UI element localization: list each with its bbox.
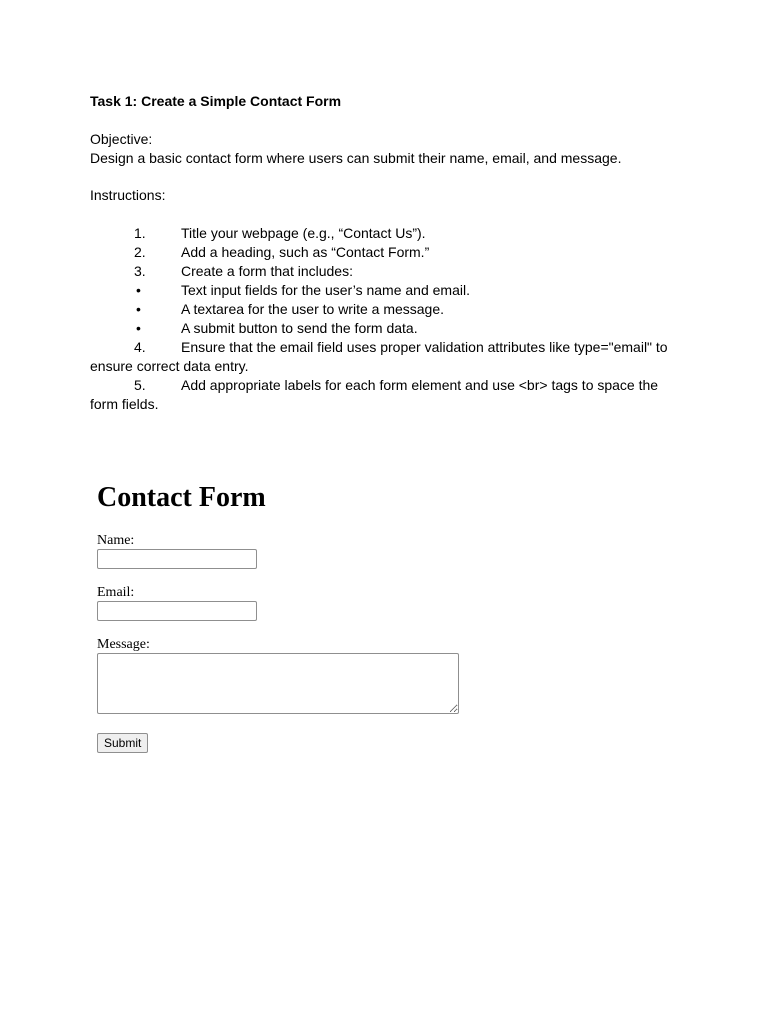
bullet-marker: • [136, 301, 141, 317]
list-item-text: Title your webpage (e.g., “Contact Us”). [181, 225, 426, 241]
bullet-marker: • [136, 320, 141, 336]
objective-text: Design a basic contact form where users can submit their name, email, and message. [90, 150, 622, 166]
list-marker: 1. [134, 225, 146, 241]
message-textarea[interactable] [97, 653, 459, 714]
list-item [90, 243, 670, 262]
objective-label: Objective: [90, 131, 153, 147]
instructions-label: Instructions: [90, 187, 166, 203]
email-input[interactable] [97, 601, 257, 621]
task-title: Task 1: Create a Simple Contact Form [90, 93, 342, 109]
email-label: Email: [97, 585, 135, 600]
list-marker: 3. [134, 263, 146, 279]
list-item [90, 338, 670, 376]
list-item-text: Ensure that the email field uses proper validation attributes like type="email" to ensure correct data entry. [90, 339, 668, 374]
list-item [90, 300, 670, 319]
list-marker: 5. [134, 377, 146, 393]
instructions-list [90, 224, 670, 414]
list-item-text: Text input fields for the user’s name and email. [181, 282, 470, 298]
list-item-text: A submit button to send the form data. [181, 320, 418, 336]
list-item-text: A textarea for the user to write a message. [181, 301, 445, 317]
list-item [90, 376, 670, 414]
list-item [90, 262, 670, 281]
list-item [90, 224, 670, 243]
form-title: Contact Form [97, 482, 266, 513]
name-input[interactable] [97, 549, 257, 569]
submit-button[interactable]: Submit [97, 733, 148, 753]
list-item-text: Create a form that includes: [181, 263, 353, 279]
contact-form [97, 478, 459, 753]
list-item [90, 281, 670, 300]
bullet-marker: • [136, 282, 141, 298]
list-item-text: Add appropriate labels for each form element and use <br> tags to space the form fields. [90, 377, 659, 412]
list-marker: 2. [134, 244, 146, 260]
message-label: Message: [97, 637, 150, 652]
list-item-text: Add a heading, such as “Contact Form.” [181, 244, 430, 260]
list-marker: 4. [134, 339, 146, 355]
list-item [90, 319, 670, 338]
name-label: Name: [97, 533, 135, 548]
